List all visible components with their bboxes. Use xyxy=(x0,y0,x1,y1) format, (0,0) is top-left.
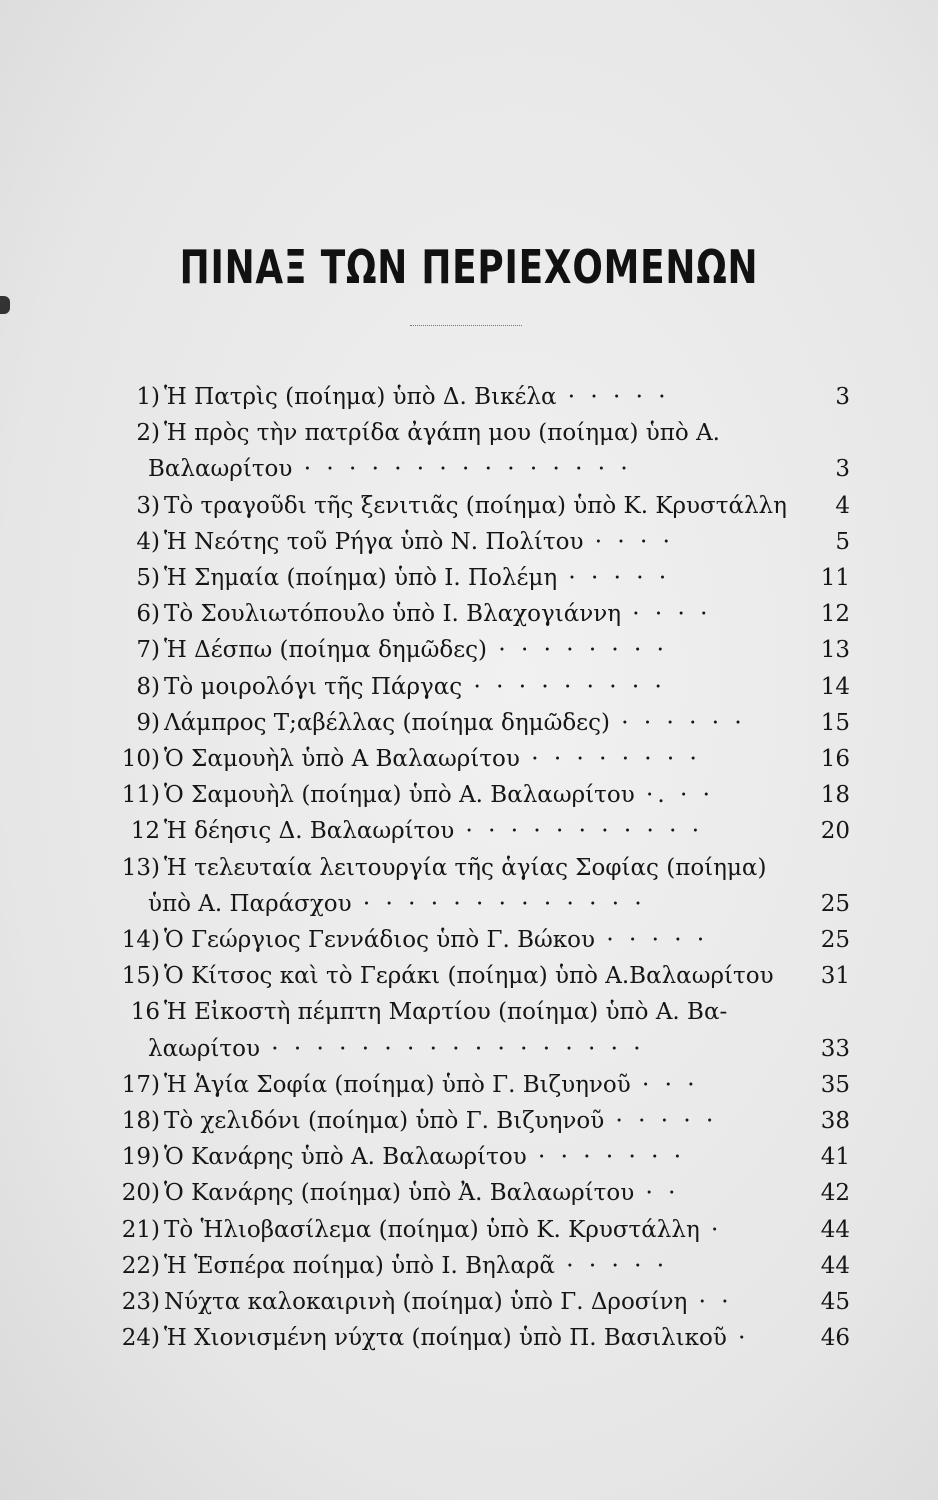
toc-entry xyxy=(100,595,850,633)
entry-page-number: 20 xyxy=(820,818,850,845)
toc-entry xyxy=(100,1138,850,1176)
entry-title-text: Ὁ Σαμουὴλ (ποίημα) ὑπὸ Α. Βαλαωρίτου xyxy=(164,782,635,809)
entry-page-number: 42 xyxy=(820,1180,850,1207)
entry-page-number: 12 xyxy=(820,601,850,628)
entry-title xyxy=(164,487,787,525)
entry-title xyxy=(164,1247,668,1285)
entry-title-text: Βαλαωρίτου xyxy=(148,456,293,483)
toc-entry xyxy=(100,487,850,525)
toc-entry xyxy=(100,450,850,488)
entry-title xyxy=(164,414,720,452)
entry-title-text: Ἡ Πατρὶς (ποίημα) ὑπὸ Δ. Βικέλα xyxy=(164,384,557,410)
entry-page-number: 46 xyxy=(820,1325,850,1352)
toc-entry xyxy=(100,740,850,778)
entry-page-number: 14 xyxy=(820,673,850,700)
entry-page-number: 13 xyxy=(820,637,850,664)
entry-number: 16 xyxy=(130,999,160,1026)
entry-leader-dots: · · · · · · · · xyxy=(487,637,668,664)
entry-leader-dots: · · · · · · · · · · · · · xyxy=(351,890,646,917)
entry-title-text: Ἡ Σημαία (ποίημα) ὑπὸ Ι. Πολέμη xyxy=(164,565,558,591)
entry-page-number: 35 xyxy=(820,1071,850,1098)
entry-page-number: 45 xyxy=(820,1289,850,1315)
toc-entry xyxy=(100,1211,850,1249)
entry-title-text: Ὁ Κανάρης (ποίημα) ὑπὸ Ἀ. Βαλαωρίτου xyxy=(164,1180,635,1207)
entry-leader-dots: · · · · · · · xyxy=(526,1144,686,1171)
entry-number: 7) xyxy=(136,637,160,664)
entry-number: 21) xyxy=(121,1216,160,1243)
entry-title xyxy=(148,450,632,488)
toc-entry xyxy=(100,993,850,1031)
entry-title xyxy=(164,921,708,959)
entry-title xyxy=(164,1211,722,1249)
entry-title xyxy=(148,1030,645,1068)
entry-title xyxy=(164,378,670,416)
toc-entry xyxy=(100,668,850,706)
toc-entry xyxy=(100,1247,850,1285)
toc-entry xyxy=(100,1319,850,1357)
entry-title xyxy=(164,1066,699,1104)
toc-entry xyxy=(100,776,850,814)
entry-leader-dots: · · · · xyxy=(621,601,712,628)
entry-title xyxy=(164,993,727,1031)
entry-number: 10) xyxy=(121,746,160,772)
entry-page-number: 41 xyxy=(820,1144,850,1171)
entry-title xyxy=(164,1283,733,1321)
entry-page-number: 11 xyxy=(820,565,850,591)
page-title: ΠΙΝΑΞ ΤΩΝ ΠΕΡΙΕΧΟΜΕΝΩΝ xyxy=(179,240,759,294)
toc-entry xyxy=(100,849,850,887)
entry-number: 24) xyxy=(121,1325,160,1352)
entry-page-number: 33 xyxy=(820,1035,850,1062)
entry-leader-dots: ·. · · xyxy=(634,782,714,809)
entry-leader-dots: · · · · · xyxy=(554,1252,669,1279)
entry-page-number: 44 xyxy=(820,1216,850,1243)
toc-entry xyxy=(100,921,850,959)
entry-leader-dots: · · · xyxy=(630,1071,699,1098)
entry-page-number: 38 xyxy=(820,1108,850,1134)
entry-page-number: 31 xyxy=(820,963,850,990)
entry-title xyxy=(164,1102,717,1140)
entry-number: 2) xyxy=(136,420,160,447)
entry-title-text: λαωρίτου xyxy=(148,1035,260,1062)
entry-leader-dots: · · · · · xyxy=(604,1108,718,1134)
toc-entry xyxy=(100,1174,850,1212)
entry-number: 8) xyxy=(136,673,160,700)
entry-leader-dots: · · · · · · · · · xyxy=(462,673,666,700)
entry-title-text: Λάμπρος Τ;αβέλλας (ποίημα δημῶδες) xyxy=(164,709,610,736)
entry-number: 18) xyxy=(121,1108,160,1134)
entry-title xyxy=(164,631,668,669)
entry-number: 3) xyxy=(136,492,160,519)
entry-number: 5) xyxy=(136,565,160,591)
entry-title-text: Ἡ Εἰκοστὴ πέμπτη Μαρτίου (ποίημα) ὑπὸ Α. Βα- xyxy=(164,999,728,1026)
entry-number: 17) xyxy=(121,1071,160,1098)
entry-page-number: 44 xyxy=(820,1252,850,1279)
entry-title xyxy=(164,812,703,850)
entry-title-text: Τὸ Σουλιωτόπουλο ὑπὸ Ι. Βλαχογιάννη xyxy=(164,601,621,628)
entry-title-text: Νύχτα καλοκαιρινὴ (ποίημα) ὑπὸ Γ. Δροσίνη xyxy=(164,1289,688,1315)
entry-title-text: Ἡ Νεότης τοῦ Ρήγα ὑπὸ Ν. Πολίτου xyxy=(164,528,584,555)
entry-page-number: 3 xyxy=(835,384,850,410)
entry-title-text: Ὁ Κίτσος καὶ τὸ Γεράκι (ποίημα) ὑπὸ Α.Βαλαωρίτου xyxy=(164,963,774,990)
toc-entry xyxy=(100,631,850,669)
entry-title-text: Ἡ πρὸς τὴν πατρίδα ἀγάπη μου (ποίημα) ὑπὸ Α. xyxy=(164,420,720,447)
entry-title xyxy=(164,1174,679,1212)
entry-page-number: 4 xyxy=(835,492,850,519)
toc-entry xyxy=(100,957,850,995)
entry-number: 12 xyxy=(130,818,160,845)
entry-number: 23) xyxy=(121,1289,160,1315)
entry-title xyxy=(164,849,766,887)
entry-title xyxy=(164,523,674,561)
entry-leader-dots: · · · · · · · · · · · · · · · xyxy=(292,456,632,483)
entry-number: 22) xyxy=(121,1252,160,1279)
toc-entry xyxy=(100,1102,850,1140)
entry-title xyxy=(164,704,746,742)
entry-title-text: Ἡ Ἁγία Σοφία (ποίημα) ὑπὸ Γ. Βιζυηνοῦ xyxy=(164,1071,631,1098)
entry-number: 13) xyxy=(121,854,160,881)
entry-number: 6) xyxy=(136,601,160,628)
entry-number: 20) xyxy=(121,1180,160,1207)
entry-leader-dots: · xyxy=(726,1325,750,1352)
toc-entry xyxy=(100,885,850,923)
entry-title-text: Ὁ Σαμουὴλ ὑπὸ Α Βαλαωρίτου xyxy=(164,746,520,772)
entry-page-number: 5 xyxy=(835,528,850,555)
entry-page-number: 3 xyxy=(835,456,850,483)
toc-entry xyxy=(100,812,850,850)
entry-leader-dots: · xyxy=(699,1216,723,1243)
toc-entry xyxy=(100,1030,850,1068)
entry-title xyxy=(164,668,666,706)
entry-number: 1) xyxy=(136,384,160,410)
toc-entry xyxy=(100,1283,850,1321)
entry-title xyxy=(164,1138,685,1176)
entry-title-text: Ἡ δέησις Δ. Βαλαωρίτου xyxy=(164,818,455,845)
entry-page-number: 25 xyxy=(820,890,850,917)
entry-number: 11) xyxy=(121,782,160,809)
entry-leader-dots: · · · · · · xyxy=(609,709,746,736)
entry-title-text: Ἡ τελευταία λειτουργία τῆς ἁγίας Σοφίας (ποίημα) xyxy=(164,854,767,881)
toc-entry xyxy=(100,704,850,742)
entry-number: 14) xyxy=(121,927,160,953)
entry-leader-dots: · · · · · · · · · · · · · · · · · xyxy=(259,1035,645,1062)
entry-title-text: Ὁ Γεώργιος Γεννάδιος ὑπὸ Γ. Βώκου xyxy=(164,927,596,953)
entry-number: 4) xyxy=(136,528,160,555)
entry-title-text: ὑπὸ Α. Παράσχου xyxy=(148,890,352,917)
entry-leader-dots: · · xyxy=(687,1289,733,1315)
entry-title-text: Ὁ Κανάρης ὑπὸ Α. Βαλαωρίτου xyxy=(164,1144,527,1171)
entry-title xyxy=(164,740,701,778)
toc-entry xyxy=(100,1066,850,1104)
toc-entry xyxy=(100,414,850,452)
entry-number: 9) xyxy=(136,709,160,736)
entry-title-text: Τὸ χελιδόνι (ποίημα) ὑπὸ Γ. Βιζυηνοῦ xyxy=(164,1108,605,1134)
entry-page-number: 25 xyxy=(820,927,850,953)
entry-leader-dots: · · · · · xyxy=(557,565,671,591)
entry-leader-dots: · · · · · xyxy=(556,384,670,410)
entry-title xyxy=(164,559,670,597)
toc-entry xyxy=(100,378,850,416)
entry-leader-dots: · · · · · · · · xyxy=(519,746,701,772)
entry-leader-dots: · · · · · xyxy=(595,927,709,953)
entry-page-number: 16 xyxy=(820,746,850,772)
entry-number: 15) xyxy=(121,963,160,990)
entry-title-text: Ἡ Χιονισμένη νύχτα (ποίημα) ὑπὸ Π. Βασιλικοῦ xyxy=(164,1325,727,1352)
entry-title xyxy=(148,885,646,923)
entry-title xyxy=(164,776,714,814)
entry-page-number: 15 xyxy=(820,709,850,736)
entry-title-text: Τὸ Ἡλιοβασίλεμα (ποίημα) ὑπὸ Κ. Κρυστάλλη xyxy=(164,1216,700,1243)
entry-title xyxy=(164,1319,750,1357)
entry-leader-dots: · · xyxy=(634,1180,680,1207)
entry-leader-dots: · · · · · · · · · · · xyxy=(454,818,704,845)
entry-leader-dots: · · · · xyxy=(583,528,674,555)
entry-title xyxy=(164,957,774,995)
entry-title-text: Τὸ μοιρολόγι τῆς Πάργας xyxy=(164,673,463,700)
toc-entry xyxy=(100,559,850,597)
entry-title-text: Ἡ Δέσπω (ποίημα δημῶδες) xyxy=(164,637,488,664)
entry-title-text: Τὸ τραγοῦδι τῆς ξενιτιᾶς (ποίημα) ὑπὸ Κ. Κρυστάλλη xyxy=(164,492,787,519)
entry-number: 19) xyxy=(121,1144,160,1171)
entry-title-text: Ἡ Ἑσπέρα ποίημα) ὑπὸ Ι. Βηλαρᾶ xyxy=(164,1252,555,1279)
entry-title xyxy=(164,595,712,633)
entry-page-number: 18 xyxy=(820,782,850,809)
toc-entry xyxy=(100,523,850,561)
